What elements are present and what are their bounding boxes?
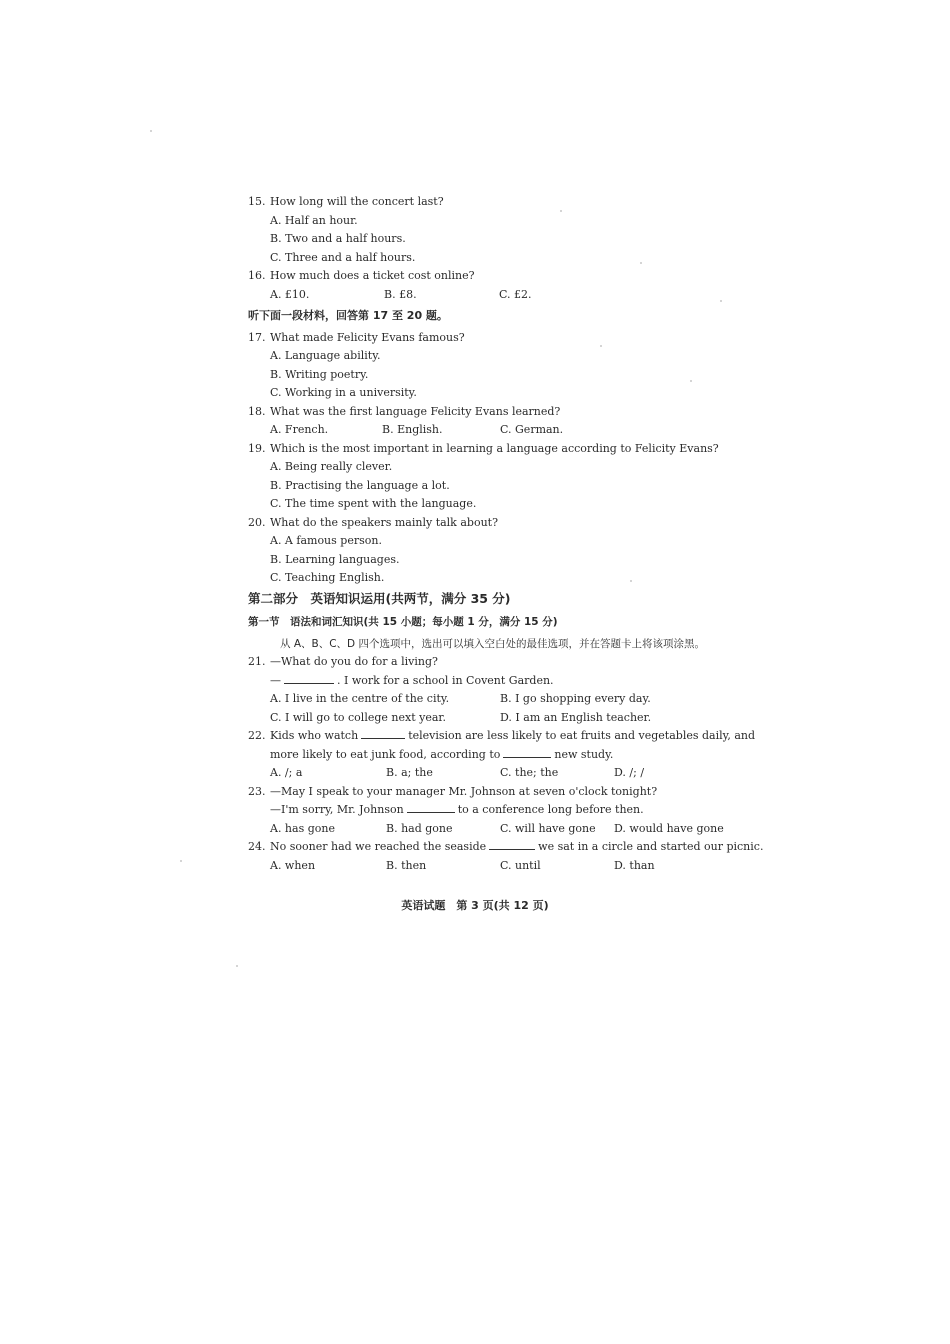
option-d: D. I am an English teacher. — [500, 710, 652, 724]
exam-content — [248, 193, 764, 875]
scan-speck — [720, 300, 722, 302]
answer-blank — [361, 728, 405, 739]
option-b: B. I go shopping every day. — [500, 692, 651, 705]
question-number: 16. — [248, 269, 266, 282]
option-d: D. would have gone — [614, 821, 724, 835]
option-b: B. £8. — [384, 287, 417, 301]
options-row — [248, 286, 748, 305]
answer-blank — [407, 802, 455, 813]
question-20 — [248, 514, 748, 533]
option-a: A. Half an hour. — [270, 213, 358, 227]
option-c: C. until — [500, 858, 541, 872]
question-number: 17. — [248, 330, 266, 344]
option-c: C. will have gone — [500, 821, 596, 835]
dash: — — [270, 673, 281, 687]
option-c: C. the; the — [500, 766, 559, 779]
question-number: 22. — [248, 729, 266, 742]
text: we sat in a circle and started our picnic. — [538, 840, 764, 853]
option-a: A. Language ability. — [270, 349, 381, 362]
option-c: C. £2. — [499, 287, 532, 301]
option-a: A. Being really clever. — [270, 460, 393, 473]
option-c: C. Teaching English. — [270, 571, 385, 584]
options-row — [248, 764, 748, 783]
options-row — [248, 690, 748, 709]
question-16 — [248, 267, 748, 286]
answer-blank — [503, 747, 551, 758]
answer-blank — [489, 839, 535, 850]
scan-speck — [600, 345, 602, 347]
question-22-line-2 — [248, 746, 748, 765]
question-number: 20. — [248, 515, 266, 529]
answer-blank — [284, 673, 334, 684]
text: new study. — [554, 747, 614, 761]
question-22 — [248, 727, 756, 746]
text: to a conference long before then. — [457, 803, 644, 816]
question-number: 19. — [248, 441, 266, 455]
section-heading-17-20: 听下面一段材料，回答第 17 至 20 题。 — [248, 309, 448, 322]
question-15 — [248, 193, 748, 212]
option-b: B. Practising the language a lot. — [270, 478, 450, 492]
text: Kids who watch — [270, 729, 359, 742]
question-text: —What do you do for a living? — [270, 655, 438, 668]
option-a: A. I live in the centre of the city. — [270, 692, 450, 705]
scan-speck — [690, 380, 692, 382]
instruction-text: 从 A、B、C、D 四个选项中，选出可以填入空白处的最佳选项，并在答题卡上将该项涂黑。 — [280, 637, 705, 650]
options-row — [248, 820, 748, 839]
question-number: 15. — [248, 195, 266, 208]
option-a: A. £10. — [270, 287, 310, 301]
question-text: —May I speak to your manager Mr. Johnson at seven o'clock tonight? — [270, 784, 658, 798]
option-c: C. I will go to college next year. — [270, 710, 446, 724]
question-17 — [248, 329, 748, 348]
scan-speck — [560, 210, 562, 212]
option-a: A. A famous person. — [270, 534, 382, 547]
options-row — [248, 421, 748, 440]
option-a: A. /; a — [270, 766, 303, 779]
question-text: What do the speakers mainly talk about? — [270, 515, 498, 529]
option-d: D. /; / — [614, 766, 645, 779]
question-number: 24. — [248, 840, 266, 853]
question-21-line-2 — [248, 672, 748, 691]
section-one-heading: 第一节 语法和词汇知识(共 15 小题；每小题 1 分，满分 15 分) — [248, 616, 558, 628]
option-c: C. Three and a half hours. — [270, 250, 416, 264]
option-a: A. has gone — [270, 821, 335, 835]
option-b: B. Learning languages. — [270, 552, 400, 566]
option-a: A. when — [270, 858, 316, 872]
scan-speck — [236, 965, 238, 967]
option-b: B. had gone — [386, 821, 453, 835]
question-number: 23. — [248, 784, 266, 798]
question-18 — [248, 403, 748, 422]
question-23 — [248, 783, 748, 802]
option-c: C. German. — [500, 423, 564, 436]
options-row — [248, 857, 748, 876]
question-text: What was the first language Felicity Evans learned? — [270, 404, 561, 418]
text: . I work for a school in Covent Garden. — [337, 673, 554, 687]
page-footer: 英语试题 第 3 页(共 12 页) — [401, 899, 549, 912]
text: television are less likely to eat fruits and vegetables daily, and — [408, 729, 756, 742]
option-b: B. Two and a half hours. — [270, 232, 406, 245]
question-21 — [248, 653, 748, 672]
question-19 — [248, 440, 748, 459]
option-b: B. then — [386, 858, 427, 872]
option-b: B. English. — [382, 423, 443, 436]
option-c: C. Working in a university. — [270, 386, 417, 399]
question-text: What made Felicity Evans famous? — [270, 330, 465, 344]
option-b: B. Writing poetry. — [270, 367, 369, 381]
text: more likely to eat junk food, according to — [270, 747, 501, 761]
text: —I'm sorry, Mr. Johnson — [270, 803, 404, 816]
text: No sooner had we reached the seaside — [270, 840, 487, 853]
question-text: How much does a ticket cost online? — [270, 269, 475, 282]
options-row — [248, 709, 748, 728]
question-number: 18. — [248, 404, 266, 418]
question-23-line-2 — [248, 801, 748, 820]
scan-speck — [630, 580, 632, 582]
option-b: B. a; the — [386, 766, 433, 779]
scan-speck — [150, 130, 152, 132]
question-text: Which is the most important in learning a language according to Felicity Evans? — [270, 441, 719, 455]
option-a: A. French. — [270, 423, 329, 436]
scan-speck — [180, 860, 182, 862]
scan-speck — [640, 262, 642, 264]
option-c: C. The time spent with the language. — [270, 497, 477, 510]
option-d: D. than — [614, 858, 655, 872]
part-two-heading: 第二部分 英语知识运用(共两节，满分 35 分) — [248, 590, 511, 606]
question-number: 21. — [248, 655, 266, 668]
question-text: How long will the concert last? — [270, 195, 444, 208]
question-24 — [248, 838, 764, 857]
